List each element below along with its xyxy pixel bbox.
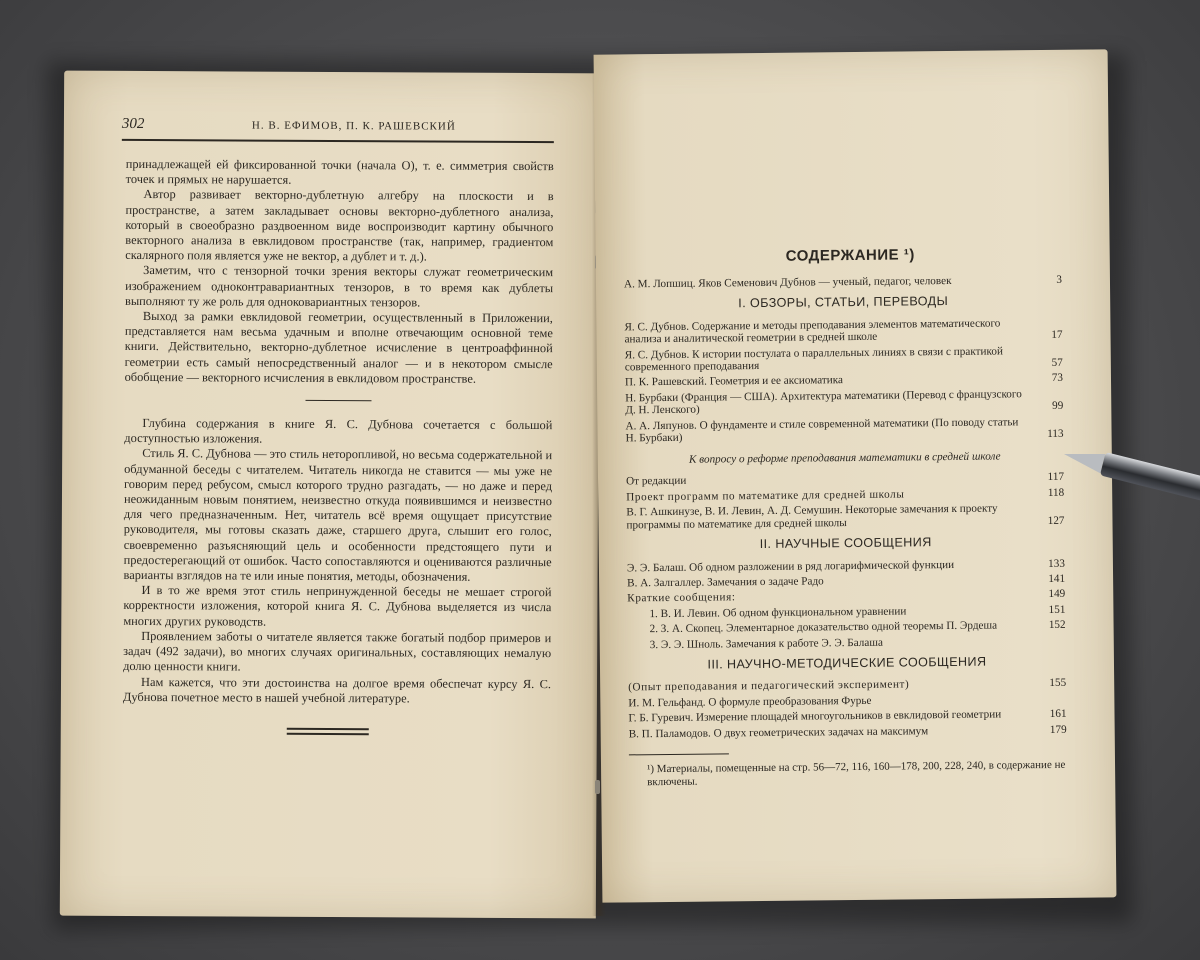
toc-entry (624, 317, 1062, 346)
toc-entry-text: Я. С. Дубнов. К истории постулата о параллельных линиях в связи с практикой современного преподавания (624, 345, 1003, 374)
right-page (594, 49, 1117, 902)
toc-entry-text: В. П. Паламодов. О двух геометрических задачах на максимум (628, 724, 929, 740)
left-body-text (123, 157, 554, 707)
toc-entry (625, 372, 1063, 389)
toc-entry-page: 117 (1047, 471, 1065, 484)
toc-entry-page: 149 (1048, 588, 1066, 601)
toc-entry (628, 634, 1066, 651)
toc-entry (625, 388, 1063, 417)
toc-entry (629, 723, 1067, 740)
paragraph: И в то же время этот стиль непринужденной беседы не мешает строгой корректности изложения, которой книга Я. С. Дубнова выделяется из числа многих других руководств. (123, 583, 552, 629)
toc-entry-text: В. Г. Ашкинузе, В. И. Левин, А. Д. Семушин. Некоторые замечания к проекту программы по математике для средней школы (626, 502, 998, 532)
toc-entry (627, 573, 1065, 590)
toc-entry (627, 588, 1065, 605)
toc-entry-text: П. К. Рашевский. Геометрия и ее аксиоматика (624, 374, 844, 389)
toc-entry-text: Г. Б. Гуревич. Измерение площадей многоугольников в евклидовой геометрии (628, 708, 1002, 725)
toc-entry-page: 155 (1049, 677, 1067, 690)
page-number: 302 (121, 115, 145, 133)
toc-entry-page: 161 (1049, 707, 1067, 721)
paragraph: принадлежащей ей фиксированной точки (начала O), т. е. симметрия свойств точек и прямых не нарушается. (125, 156, 554, 187)
paragraph: Выход за рамки евклидовой геометрии, осуществленный в Приложении, представляется нам весьма удачным и вполне отвечающим основной теме книги. Действительно, векторно-дублетное исчисление в центроаффинной геометрии есть самый непосредственный аналог — и в некотором смысле обобщение — векторного исчисления в евклидовом пространстве. (124, 309, 553, 386)
toc-entry-text: А. А. Ляпунов. О фундаменте и стиле современной математики (По поводу статьи Н. Бурбаки) (625, 415, 1019, 445)
left-page (60, 71, 600, 919)
toc-entry-page: 3 (1056, 273, 1063, 286)
toc-entry (624, 274, 1062, 291)
toc-entry (628, 708, 1066, 725)
toc-entry (627, 557, 1065, 574)
toc-entry-text: В. А. Залгаллер. Замечания о задаче Радо (627, 575, 824, 590)
toc-entry (626, 502, 1064, 531)
brief-label: Краткие сообщения: (627, 591, 736, 605)
toc-entry-text: Э. Э. Балаш. Об одном разложении в ряд логарифмической функции (626, 558, 955, 574)
toc-entry-page: 113 (1047, 427, 1064, 441)
section-heading: II. НАУЧНЫЕ СООБЩЕНИЯ (759, 535, 932, 552)
toc-entry-page: 17 (1051, 329, 1063, 342)
toc-entry (628, 693, 1066, 710)
paragraph: Стиль Я. С. Дубнова — это стиль неторопливой, но весьма содержательной и обдуманной беседы с читателем. Читатель никогда не ставится — мы уже не говорим перед ребусом, смысл которого трудно разгадать, — но даже и перед неожиданным новым понятием, неизвестно откуда появившимся и неизвестно для чего предназначенным. Нет, читатель всё время ощущает присутствие руководителя, мы готовы сказать даже, старшего друга, слышит его голос, своевременно разъясняющий цель и особенности предстоящего пути и предостерегающий от ошибок. Часто сопоставляются и оцениваются различные варианты взглядов на те или иные понятия, методы, обозначения. (123, 446, 553, 584)
toc-entry-page: 151 (1048, 603, 1066, 616)
header-rule (122, 139, 554, 145)
toc-entry-page: 133 (1048, 557, 1065, 570)
toc-entry (627, 604, 1065, 621)
toc-entry-page: 141 (1048, 572, 1066, 585)
toc-entry-text: 1. В. И. Левин. Об одном функциональном уравнении (649, 605, 907, 620)
toc-entry-text: (Опыт преподавания и педагогический эксперимент) (628, 678, 910, 694)
toc-entry-text: Я. С. Дубнов. Содержание и методы преподавания элементов математического анализа и аналитической геометрии в средней школе (624, 317, 1001, 346)
footnote: ¹) Материалы, помещенные на стр. 56—72, 116, 160—178, 200, 228, 240, в содержание не включены. (646, 758, 1066, 789)
toc-entry-page: 73 (1051, 372, 1064, 385)
subsection-heading: К вопросу о реформе преподавания математики в средней школе (688, 450, 1001, 467)
pen-tip (1062, 444, 1106, 473)
toc-entry-text: Проект программ по математике для средней школы (626, 488, 905, 504)
paragraph: Заметим, что с тензорной точки зрения векторы служат геометрическим изображением одноконтравариантных тензоров, в то время как дублеты выполняют ту же роль для одноковариантных тензоров. (124, 263, 554, 310)
toc-entry-page: 179 (1049, 723, 1067, 736)
staple (595, 780, 600, 794)
paragraph: Проявлением заботы о читателе является также богатый подбор примеров и задач (492 задачи), во многих случаях оригинальных, составляющих немалую долю ценности книги. (123, 628, 552, 674)
running-head (121, 115, 554, 133)
section-divider (305, 400, 371, 401)
toc-title: СОДЕРЖАНИЕ ¹) (785, 246, 915, 265)
toc-entry-page: 99 (1052, 400, 1064, 413)
section-heading: I. ОБЗОРЫ, СТАТЬИ, ПЕРЕВОДЫ (738, 294, 949, 311)
toc-entry-text: 2. З. А. Скопец. Элементарное доказательство одной теоремы П. Эрдеша (649, 619, 998, 636)
toc-entry (625, 415, 1063, 444)
toc-entry-text: От редакции (625, 475, 687, 488)
paragraph: Автор развивает векторно-дублетную алгебру на плоскости и в пространстве, а затем закладывает основы векторно-дублетного анализа, который в своеобразно раздвоенном виде воспроизводит картину обычного векторного анализа в евклидовом пространстве (так, например, градиентом скалярного поля является уже не вектор, а дублет и т. д.). (125, 187, 554, 264)
end-ornament (287, 728, 369, 738)
toc-entry-text: И. М. Гельфанд. О формуле преобразования Фурье (628, 694, 872, 710)
running-head-authors: Н. В. ЕФИМОВ, П. К. РАШЕВСКИЙ (251, 119, 456, 133)
section-heading: III. НАУЧНО-МЕТОДИЧЕСКИЕ СООБЩЕНИЯ (707, 654, 987, 672)
toc-entry (626, 487, 1064, 504)
toc-entry-text: Н. Бурбаки (Франция — США). Архитектура математики (Перевод с французского Д. Н. Ленского) (625, 388, 1022, 417)
paragraph: Нам кажется, что эти достоинства на долгое время обеспечат курсу Я. С. Дубнова почетное место в нашей учебной литературе. (122, 674, 552, 706)
toc-entry-page: 57 (1051, 356, 1063, 369)
toc-entry (628, 619, 1066, 636)
table-of-contents (624, 274, 1067, 790)
toc-entry-text: 3. Э. Э. Шноль. Замечания к работе Э. Э. Балаша (649, 636, 883, 651)
toc-entry (628, 677, 1066, 694)
paragraph: Глубина содержания в книге Я. С. Дубнова сочетается с большой доступностью изложения. (124, 416, 553, 446)
footnote-rule (629, 753, 729, 755)
toc-entry-page: 118 (1047, 486, 1065, 499)
toc-entry-text: А. М. Лопшиц. Яков Семенович Дубнов — ученый, педагог, человек (623, 274, 952, 291)
toc-entry (626, 471, 1064, 488)
toc-entry-page: 152 (1048, 618, 1066, 632)
toc-entry-page: 127 (1047, 514, 1065, 527)
toc-entry (625, 344, 1063, 373)
